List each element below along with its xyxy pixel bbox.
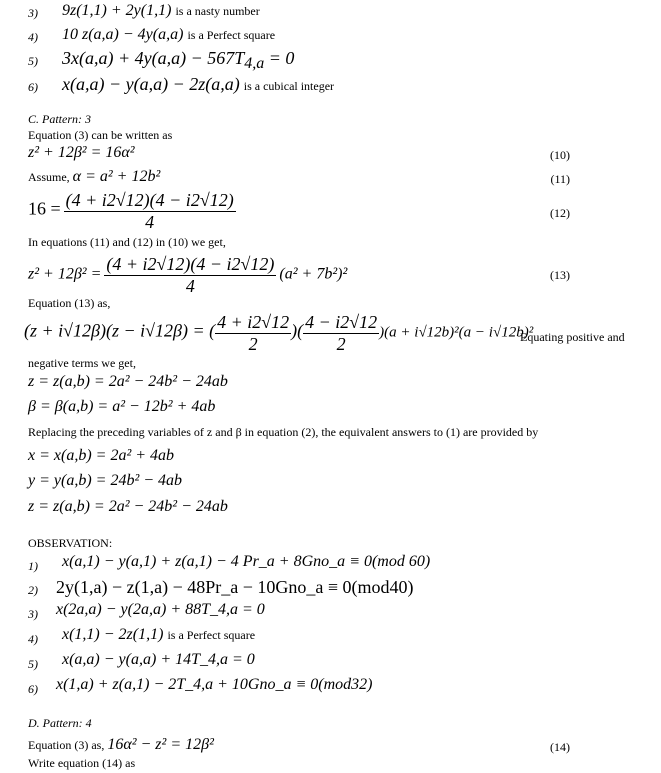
equation-note: is a cubical integer (243, 79, 335, 93)
list-number: 3) (28, 607, 38, 621)
equation-tag: (14) (550, 740, 570, 754)
equation-beta (28, 398, 215, 416)
label: Assume, (28, 170, 70, 184)
denominator: 4 (185, 276, 195, 296)
equation-note: is a Perfect square (187, 28, 276, 42)
observation-item (62, 626, 255, 644)
paragraph: Equating positive and (520, 330, 625, 344)
paragraph: Replacing the preceding variables of z and β in equation (2), the equivalent answers to (1) are provided by (28, 425, 539, 439)
equation: x = x(a,b) = 2a² + 4ab (28, 447, 175, 464)
equation-lhs: 16 = (28, 198, 61, 219)
equation: x(a,a) − y(a,a) − 2z(a,a) (62, 74, 240, 94)
paragraph: Equation (13) as, (28, 296, 111, 310)
solution-z (28, 498, 228, 516)
equation-note: is a Perfect square (167, 628, 256, 642)
section-heading: D. Pattern: 4 (28, 716, 92, 730)
equation-z (28, 373, 228, 391)
paragraph: Equation (3) can be written as (28, 128, 173, 142)
observation-item (62, 651, 255, 669)
list-number: 2) (28, 583, 38, 597)
equation: 2y(1,a) − z(1,a) − 48Pr_a − 10Gno_a ≡ 0(mod40) (56, 577, 414, 597)
equation-13 (28, 254, 347, 297)
equation-tail: = 0 (264, 48, 295, 68)
equation-tag: (10) (550, 148, 570, 162)
equation-10 (28, 144, 135, 162)
equation-tail: (a² + 7b²)² (279, 265, 348, 283)
list-number: 6) (28, 80, 38, 94)
equation: x(a,a) − y(a,a) + 14T_4,a = 0 (62, 651, 255, 668)
list-number: 1) (28, 559, 38, 573)
fraction (303, 312, 379, 355)
fraction (215, 312, 291, 355)
equation-mid: )( (291, 320, 304, 341)
equation-row (62, 48, 294, 73)
equation-tag: (11) (550, 172, 570, 186)
list-number: 5) (28, 54, 38, 68)
list-number: 4) (28, 632, 38, 646)
equation: x(1,1) − 2z(1,1) (62, 626, 164, 643)
equation: 16α² − z² = 12β² (107, 736, 214, 753)
equation: z² + 12β² = 16α² (28, 144, 135, 161)
list-number: 4) (28, 30, 38, 44)
equation: 9z(1,1) + 2y(1,1) (62, 2, 172, 19)
section-heading: OBSERVATION: (28, 536, 113, 550)
equation: 3x(a,a) + 4y(a,a) − 567T (62, 48, 245, 68)
list-number: 3) (28, 6, 38, 20)
equation-lhs: z² + 12β² = (28, 265, 102, 283)
equation-11-row (28, 168, 160, 186)
equation-14-row (28, 736, 214, 754)
observation-item (62, 553, 430, 571)
fraction (64, 190, 236, 233)
paragraph: Write equation (14) as (28, 756, 136, 770)
subscript: 4,a (244, 55, 265, 73)
equation: y = y(a,b) = 24b² − 4ab (28, 472, 183, 489)
section-heading: C. Pattern: 3 (28, 112, 91, 126)
equation-long (24, 312, 533, 355)
numerator: (4 + i2√12)(4 − i2√12) (65, 190, 234, 210)
numerator: 4 + i2√12 (217, 312, 290, 332)
paragraph: In equations (11) and (12) in (10) we get, (28, 235, 226, 249)
denominator: 4 (145, 212, 155, 232)
equation: z = z(a,b) = 2a² − 24b² − 24ab (28, 373, 228, 390)
equation: x(a,1) − y(a,1) + z(a,1) − 4 Pr_a + 8Gno_a ≡ 0(mod 60) (62, 553, 431, 570)
equation-tag: (13) (550, 268, 570, 282)
solution-x (28, 447, 174, 465)
list-number: 5) (28, 657, 38, 671)
list-number: 6) (28, 682, 38, 696)
observation-item (56, 676, 373, 694)
numerator: (4 + i2√12)(4 − i2√12) (106, 254, 275, 274)
equation: α = a² + 12b² (72, 168, 161, 185)
equation-lhs: (z + i√12β)(z − i√12β) = ( (24, 320, 216, 341)
denominator: 2 (336, 334, 346, 354)
equation: β = β(a,b) = a² − 12b² + 4ab (28, 398, 216, 415)
equation-12 (28, 190, 236, 233)
equation: x(2a,a) − y(2a,a) + 88T_4,a = 0 (56, 601, 265, 618)
fraction (104, 254, 276, 297)
equation-row (62, 74, 334, 95)
equation-note: is a nasty number (175, 4, 260, 18)
equation-tag: (12) (550, 206, 570, 220)
observation-item (56, 601, 265, 619)
numerator: 4 − i2√12 (305, 312, 378, 332)
denominator: 2 (248, 334, 258, 354)
equation: 10 z(a,a) − 4y(a,a) (62, 26, 184, 43)
equation-row (62, 26, 275, 44)
solution-y (28, 472, 182, 490)
equation-row (62, 2, 260, 20)
equation: x(1,a) + z(a,1) − 2T_4,a + 10Gno_a ≡ 0(mod32) (56, 676, 373, 693)
equation-tail: )(a + i√12b)²(a − i√12b)² (379, 324, 534, 341)
paragraph: negative terms we get, (28, 356, 136, 370)
label: Equation (3) as, (28, 738, 105, 752)
equation: z = z(a,b) = 2a² − 24b² − 24ab (28, 498, 228, 515)
observation-item (56, 577, 414, 598)
